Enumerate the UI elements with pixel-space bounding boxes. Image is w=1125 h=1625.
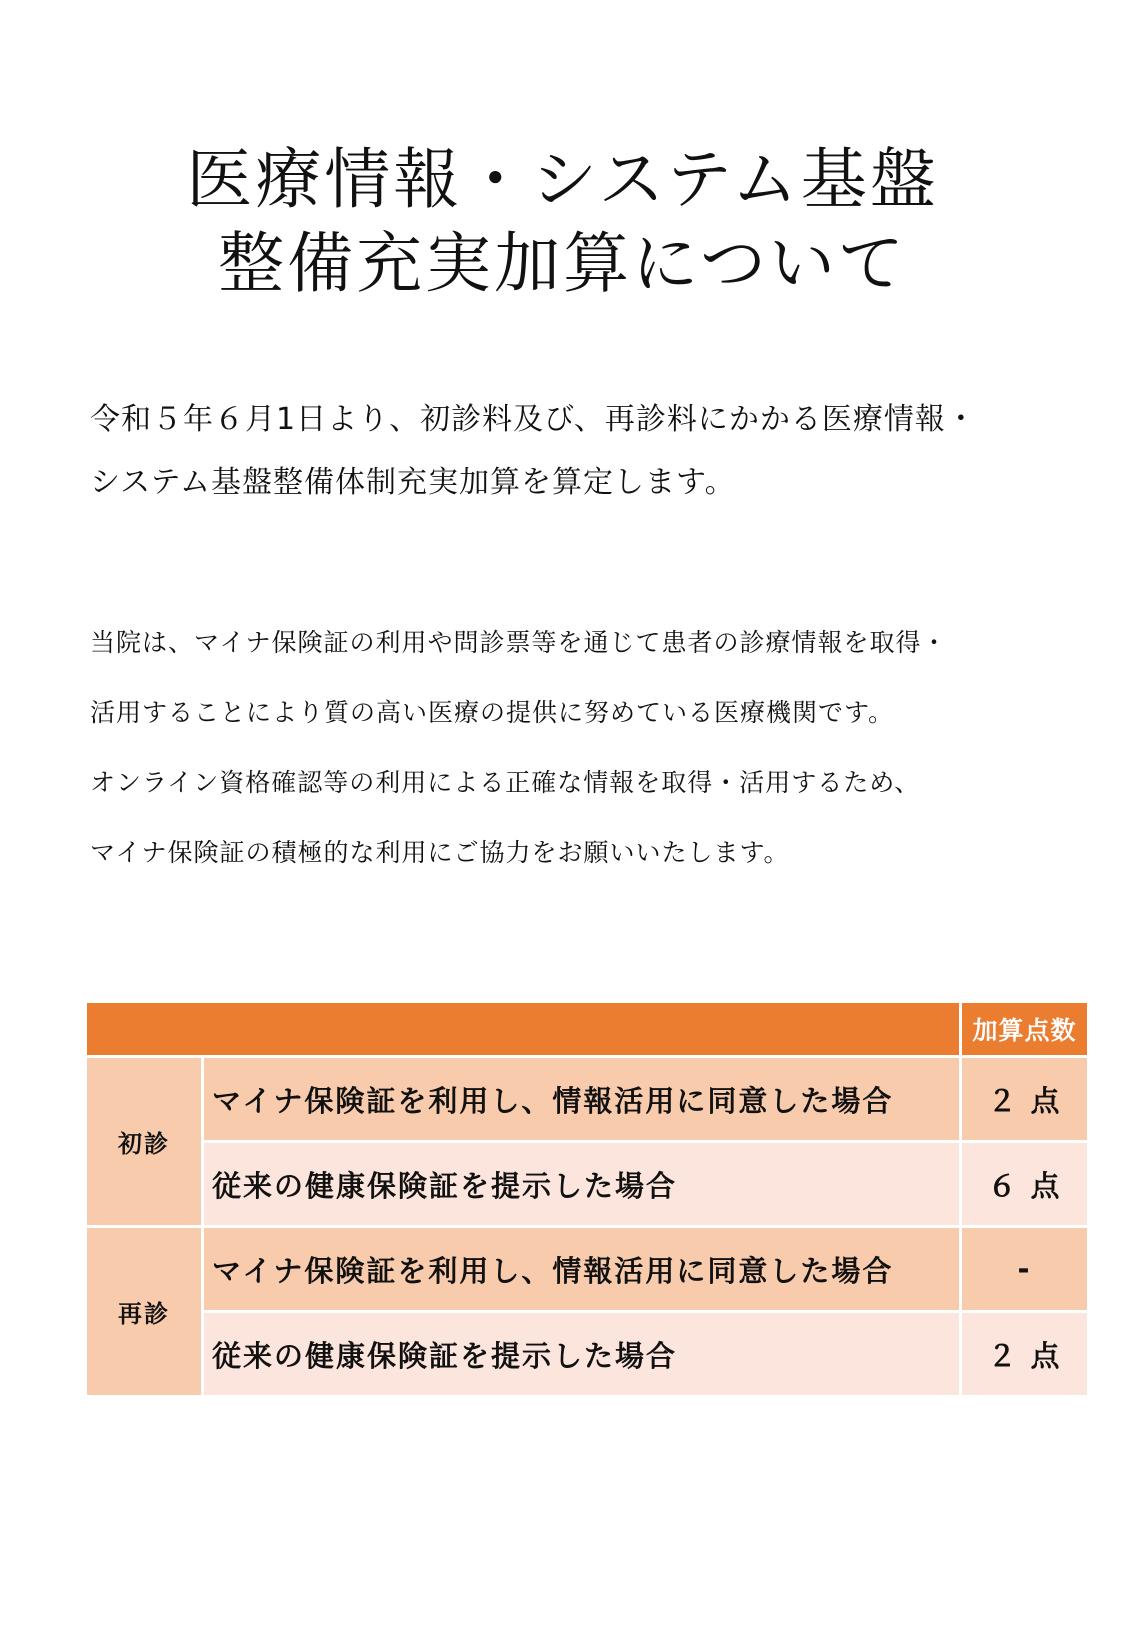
condition-cell: 従来の健康保険証を提示した場合 [203,1142,961,1227]
points-cell: ２ 点 [961,1312,1089,1397]
body-line-3: オンライン資格確認等の利用による正確な情報を取得・活用するため、 [90,768,921,797]
intro-line-2: システム基盤整備体制充実加算を算定します。 [90,465,736,500]
fee-table [84,1000,1090,1398]
table-header-blank [86,1002,961,1057]
body-line-4: マイナ保険証の積極的な利用にご協力をお願いいたします。 [90,838,790,867]
condition-cell: マイナ保険証を利用し、情報活用に同意した場合 [203,1057,961,1142]
table-row [86,1057,1089,1142]
category-shoshin: 初診 [86,1057,203,1227]
condition-cell: マイナ保険証を利用し、情報活用に同意した場合 [203,1227,961,1312]
document-title-line-1: 医療情報・システム基盤 [186,141,939,218]
table-row [86,1142,1089,1227]
document-title-line-2: 整備充実加算について [218,225,907,302]
table-header-points: 加算点数 [961,1002,1089,1057]
category-saishin: 再診 [86,1227,203,1397]
intro-line-1: 令和５年６月1日より、初診料及び、再診料にかかる医療情報・ [90,402,977,437]
points-cell: ２ 点 [961,1057,1089,1142]
table-row [86,1312,1089,1397]
points-cell: - [961,1227,1089,1312]
table-header-row [86,1002,1089,1057]
points-cell: ６ 点 [961,1142,1089,1227]
table-row [86,1227,1089,1312]
condition-cell: 従来の健康保険証を提示した場合 [203,1312,961,1397]
body-line-2: 活用することにより質の高い医療の提供に努めている医療機関です。 [90,698,895,727]
body-line-1: 当院は、マイナ保険証の利用や問診票等を通じて患者の診療情報を取得・ [90,628,948,657]
